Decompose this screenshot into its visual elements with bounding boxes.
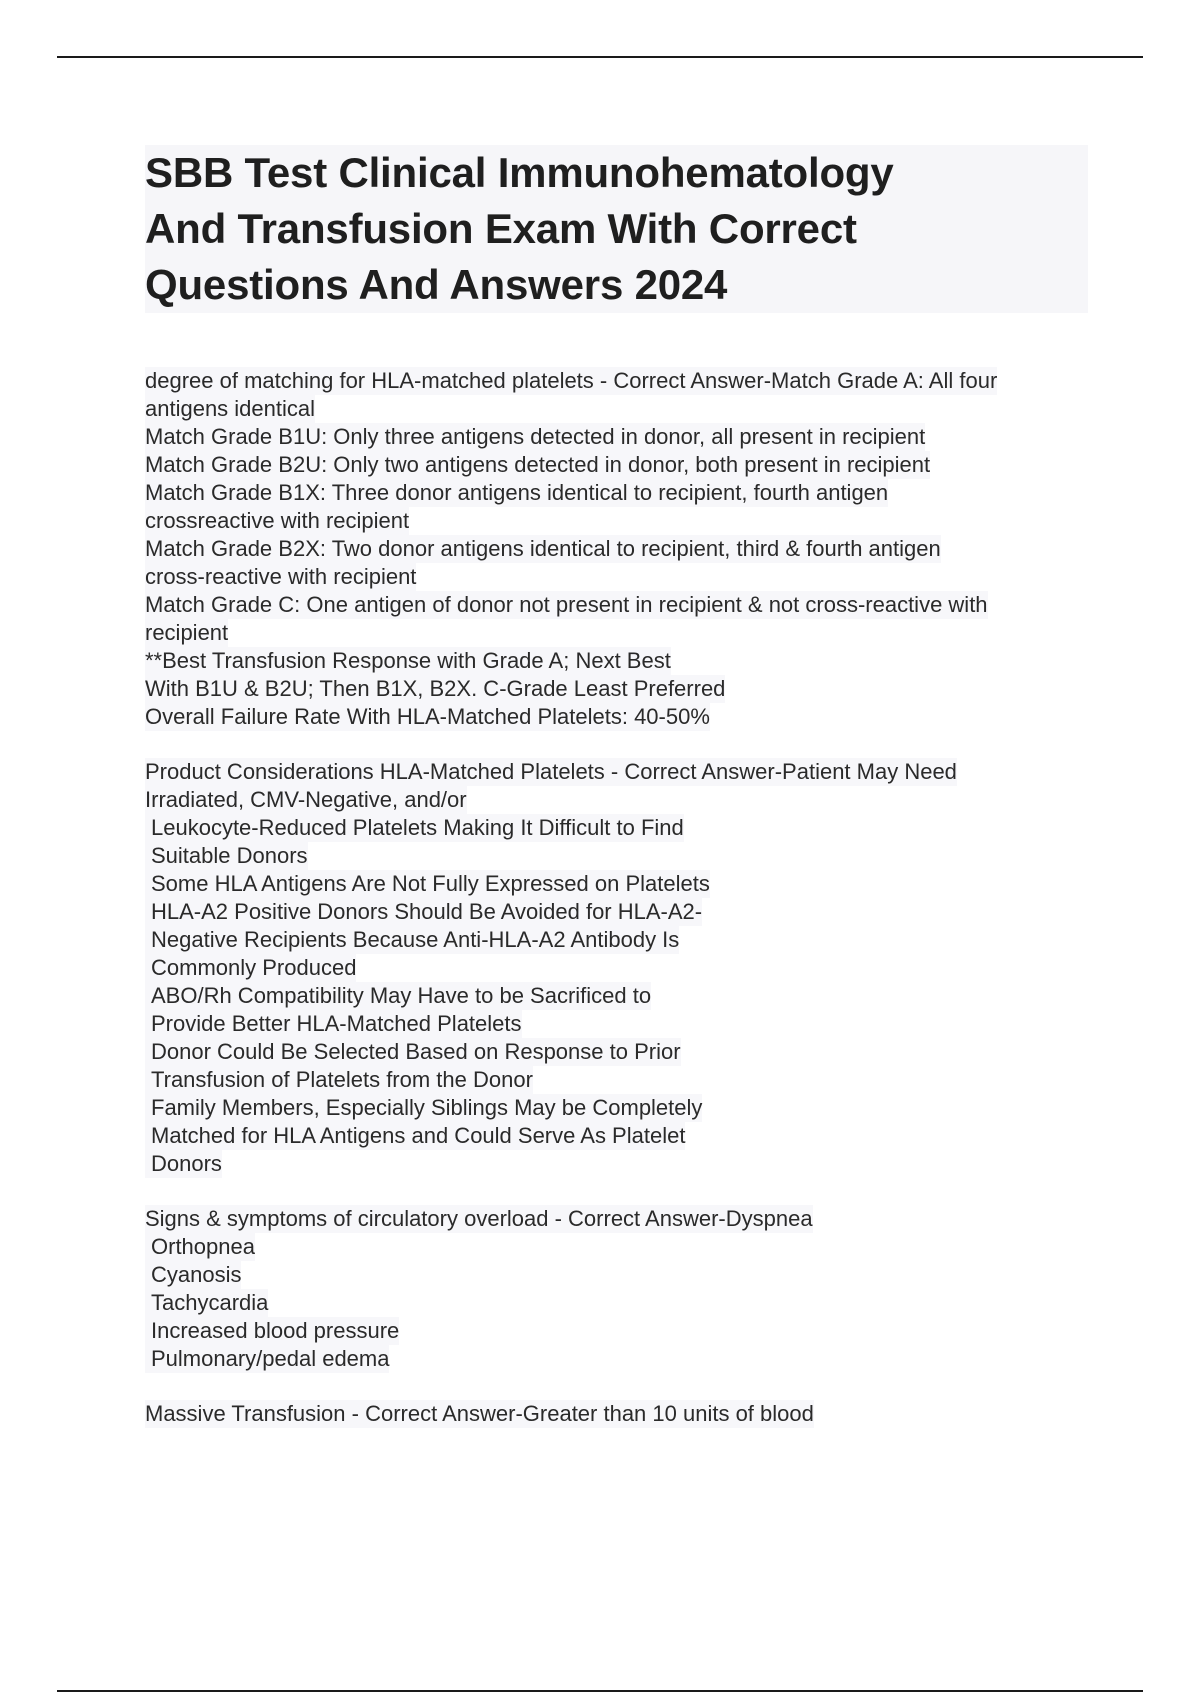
answer-line: Some HLA Antigens Are Not Fully Expressed on Platelets: [145, 870, 710, 898]
bottom-divider: [57, 1690, 1143, 1692]
answer-line: Matched for HLA Antigens and Could Serve As Platelet: [145, 1122, 685, 1150]
title-line: Questions And Answers 2024: [145, 261, 728, 308]
section-spacer: [145, 1178, 1105, 1205]
answer-line: Match Grade B1U: Only three antigens detected in donor, all present in recipient: [145, 424, 926, 449]
answer-line: Leukocyte-Reduced Platelets Making It Difficult to Find: [145, 814, 684, 842]
answer-line: Negative Recipients Because Anti-HLA-A2 Antibody Is: [145, 926, 679, 954]
title-line: SBB Test Clinical Immunohematology: [145, 149, 894, 196]
question-line: Product Considerations HLA-Matched Platelets - Correct Answer-Patient May Need: [145, 759, 957, 784]
answer-line: antigens identical: [145, 396, 316, 421]
answer-line: Match Grade B2X: Two donor antigens identical to recipient, third & fourth antigen: [145, 536, 941, 561]
answer-line: Orthopnea: [145, 1233, 255, 1261]
answer-line: **Best Transfusion Response with Grade A; Next Best: [145, 648, 671, 673]
qa-circulatory-overload: [145, 1205, 1105, 1373]
answer-line: Match Grade B1X: Three donor antigens identical to recipient, fourth antigen: [145, 480, 889, 505]
qa-massive-transfusion: [145, 1400, 1105, 1428]
answer-line: Increased blood pressure: [145, 1317, 399, 1345]
answer-line: cross-reactive with recipient: [145, 564, 417, 589]
answer-line: Commonly Produced: [145, 954, 356, 982]
answer-line: Irradiated, CMV-Negative, and/or: [145, 787, 467, 812]
answer-line: Cyanosis: [145, 1261, 241, 1289]
answer-line: HLA-A2 Positive Donors Should Be Avoided for HLA-A2-: [145, 898, 702, 926]
section-spacer: [145, 1373, 1105, 1400]
answer-line: Suitable Donors: [145, 842, 308, 870]
answer-line: With B1U & B2U; Then B1X, B2X. C-Grade Least Preferred: [145, 676, 726, 701]
answer-line: recipient: [145, 620, 229, 645]
answer-line: ABO/Rh Compatibility May Have to be Sacrificed to: [145, 982, 651, 1010]
section-spacer: [145, 731, 1105, 758]
answer-line: Donors: [145, 1150, 222, 1178]
title-line: And Transfusion Exam With Correct: [145, 205, 857, 252]
answer-line: Match Grade B2U: Only two antigens detected in donor, both present in recipient: [145, 452, 931, 477]
question-line: Massive Transfusion - Correct Answer-Greater than 10 units of blood: [145, 1401, 814, 1426]
answer-line: Match Grade C: One antigen of donor not present in recipient & not cross-reactive with: [145, 592, 988, 617]
answer-line: Donor Could Be Selected Based on Response to Prior: [145, 1038, 681, 1066]
answer-line: Transfusion of Platelets from the Donor: [145, 1066, 533, 1094]
qa-product-considerations: [145, 758, 1105, 1178]
title-block: [145, 145, 1088, 313]
document-body: [145, 367, 1105, 1428]
question-line: Signs & symptoms of circulatory overload - Correct Answer-Dyspnea: [145, 1206, 813, 1231]
answer-line: Family Members, Especially Siblings May be Completely: [145, 1094, 702, 1122]
answer-line: Pulmonary/pedal edema: [145, 1345, 389, 1373]
top-divider: [57, 56, 1143, 58]
answer-line: Provide Better HLA-Matched Platelets: [145, 1010, 522, 1038]
answer-line: Tachycardia: [145, 1289, 268, 1317]
question-line: degree of matching for HLA-matched platelets - Correct Answer-Match Grade A: All four: [145, 368, 998, 393]
answer-line: Overall Failure Rate With HLA-Matched Platelets: 40-50%: [145, 704, 710, 729]
answer-line: crossreactive with recipient: [145, 508, 410, 533]
page-title: [145, 145, 1088, 313]
qa-hla-matching: [145, 367, 1105, 731]
